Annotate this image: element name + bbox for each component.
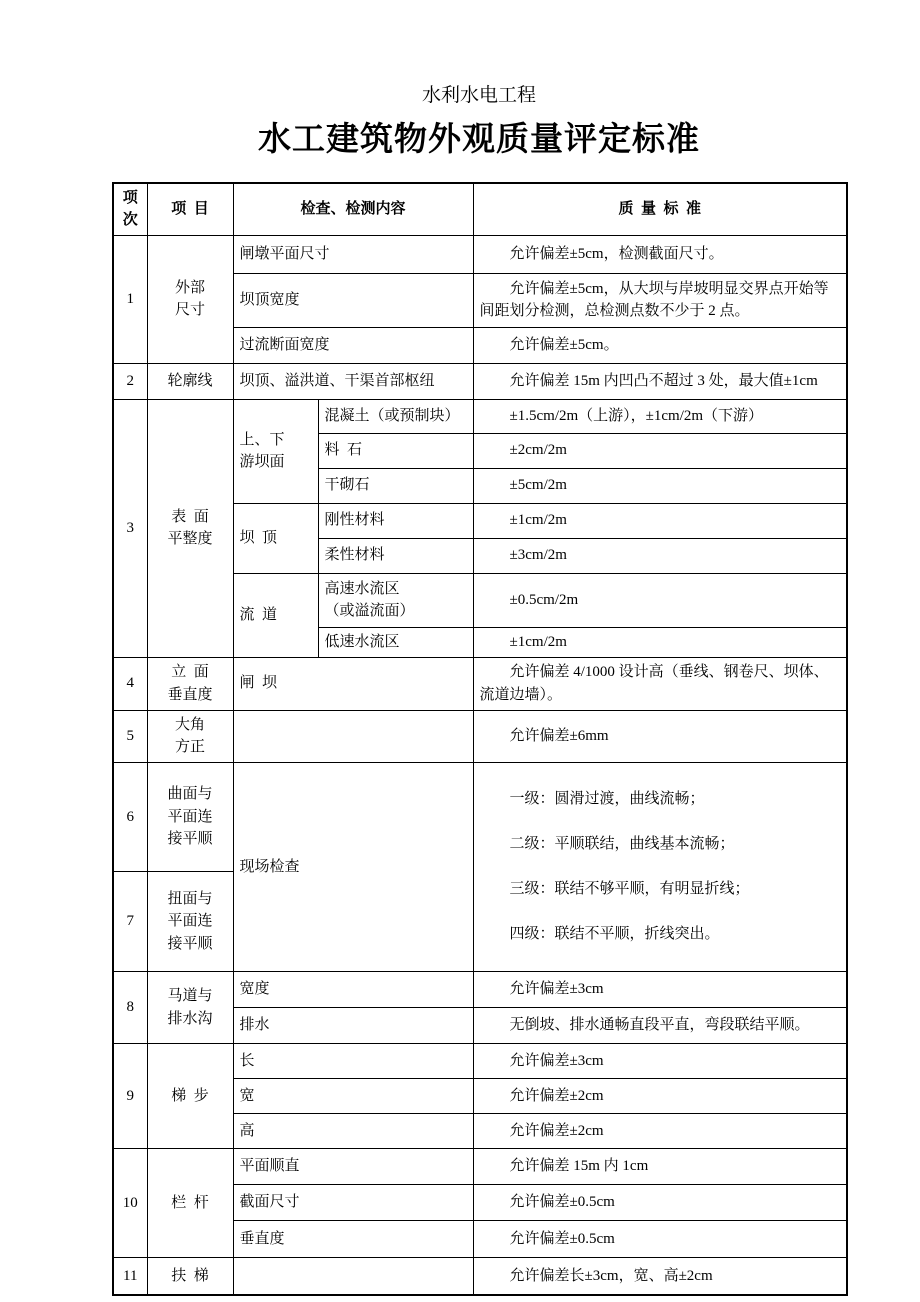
quality-standard-cell: 允许偏差 4/1000 设计高（垂线、钢卷尺、坝体、流道边墙）。 [473,657,847,710]
item-no-cell: 7 [113,872,147,972]
table-row [113,1044,847,1079]
quality-standard-cell: ±1cm/2m [473,503,847,538]
inspection-content-cell: 宽 [233,1079,473,1114]
inspection-content-cell: 刚性材料 [318,503,473,538]
inspection-content-cell: 混凝土（或预制块） [318,399,473,433]
inspection-content-cell: 闸 坝 [233,657,473,710]
item-name-cell: 大角 方正 [147,710,233,762]
quality-standard-cell: ±0.5cm/2m [473,573,847,627]
item-name-cell: 曲面与 平面连 接平顺 [147,762,233,872]
inspection-content-cell-empty [233,1258,473,1295]
table-row [113,710,847,762]
inspection-content-cell: 高 [233,1114,473,1149]
inspection-content-cell: 低速水流区 [318,627,473,657]
quality-standard-cell: ±2cm/2m [473,433,847,468]
header-quality-standard: 质 量 标 准 [473,183,847,236]
inspection-content-cell: 高速水流区 （或溢流面） [318,573,473,627]
table-header-row [113,183,847,236]
quality-standard-cell: 允许偏差±0.5cm [473,1221,847,1258]
item-no-cell: 6 [113,762,147,872]
table-row [113,235,847,273]
inspection-content-cell: 排水 [233,1008,473,1044]
inspection-content-cell: 宽度 [233,972,473,1008]
table-row [113,1258,847,1295]
item-name-cell: 立 面 垂直度 [147,657,233,710]
document-supertitle: 水利水电工程 [421,85,536,106]
inspection-content-cell: 现场检查 [233,762,473,972]
item-name-cell: 马道与 排水沟 [147,972,233,1044]
quality-standard-cell: 允许偏差±6mm [473,710,847,762]
quality-standard-cell: ±5cm/2m [473,468,847,503]
inspection-content-cell: 料 石 [318,433,473,468]
surface-group-cell: 上、下 游坝面 [233,399,318,503]
item-name-cell: 梯 步 [147,1044,233,1149]
quality-standard-cell: 允许偏差 15m 内 1cm [473,1149,847,1185]
surface-group-cell: 坝 顶 [233,503,318,573]
quality-standard-cell: 允许偏差±5cm，从大坝与岸坡明显交界点开始等间距划分检测，总检测点数不少于 2 点。 [473,273,847,327]
item-name-cell: 扶 梯 [147,1258,233,1295]
inspection-content-cell: 坝顶宽度 [233,273,473,327]
inspection-content-cell: 截面尺寸 [233,1185,473,1221]
quality-standard-cell: 允许偏差±2cm [473,1079,847,1114]
inspection-content-cell: 垂直度 [233,1221,473,1258]
document-page [112,0,846,1296]
quality-standard-cell: 允许偏差±5cm，检测截面尺寸。 [473,235,847,273]
quality-standard-cell: ±3cm/2m [473,538,847,573]
table-row [113,363,847,399]
item-no-cell: 11 [113,1258,147,1295]
surface-group-cell: 流 道 [233,573,318,657]
item-name-cell: 扭面与 平面连 接平顺 [147,872,233,972]
quality-standard-cell: 允许偏差 15m 内凹凸不超过 3 处，最大值±1cm [473,363,847,399]
item-no-cell: 5 [113,710,147,762]
item-no-cell: 2 [113,363,147,399]
quality-standard-cell: 允许偏差±2cm [473,1114,847,1149]
quality-standard-cell: 无倒坡、排水通畅直段平直，弯段联结平顺。 [473,1008,847,1044]
inspection-content-cell: 长 [233,1044,473,1079]
item-no-cell: 8 [113,972,147,1044]
inspection-content-cell: 干砌石 [318,468,473,503]
inspection-content-cell: 平面顺直 [233,1149,473,1185]
quality-standard-cell: 允许偏差长±3cm，宽、高±2cm [473,1258,847,1295]
inspection-content-cell: 闸墩平面尺寸 [233,235,473,273]
table-row [113,762,847,872]
quality-grades-cell [473,762,847,972]
item-no-cell: 4 [113,657,147,710]
item-no-cell: 3 [113,399,147,657]
inspection-content-cell: 过流断面宽度 [233,327,473,363]
inspection-content-cell-empty [233,710,473,762]
table-row [113,972,847,1008]
grade-line: 四级：联结不平顺，折线突出。 [509,926,720,943]
inspection-content-cell: 坝顶、溢洪道、干渠首部枢纽 [233,363,473,399]
header-inspection-content: 检查、检测内容 [233,183,473,236]
quality-standard-cell: ±1cm/2m [473,627,847,657]
document-title: 水工建筑物外观质量评定标准 [258,121,700,158]
inspection-content-cell: 柔性材料 [318,538,473,573]
header-item-name: 项 目 [147,183,233,236]
table-row [113,657,847,710]
header-item-no: 项 次 [113,183,147,236]
standards-table [112,182,848,1296]
quality-standard-cell: ±1.5cm/2m（上游），±1cm/2m（下游） [473,399,847,433]
item-no-cell: 9 [113,1044,147,1149]
item-no-cell: 10 [113,1149,147,1258]
grade-line: 一级：圆滑过渡，曲线流畅； [509,791,705,808]
item-name-cell: 外部 尺寸 [147,235,233,363]
grade-line: 二级：平顺联结，曲线基本流畅； [509,836,735,853]
table-row [113,1149,847,1185]
item-name-cell: 栏 杆 [147,1149,233,1258]
item-name-cell: 表 面 平整度 [147,399,233,657]
quality-standard-cell: 允许偏差±3cm [473,972,847,1008]
table-row [113,399,847,433]
quality-standard-cell: 允许偏差±5cm。 [473,327,847,363]
item-no-cell: 1 [113,235,147,363]
item-name-cell: 轮廓线 [147,363,233,399]
quality-standard-cell: 允许偏差±0.5cm [473,1185,847,1221]
grade-line: 三级：联结不够平顺，有明显折线； [509,881,750,898]
quality-standard-cell: 允许偏差±3cm [473,1044,847,1079]
